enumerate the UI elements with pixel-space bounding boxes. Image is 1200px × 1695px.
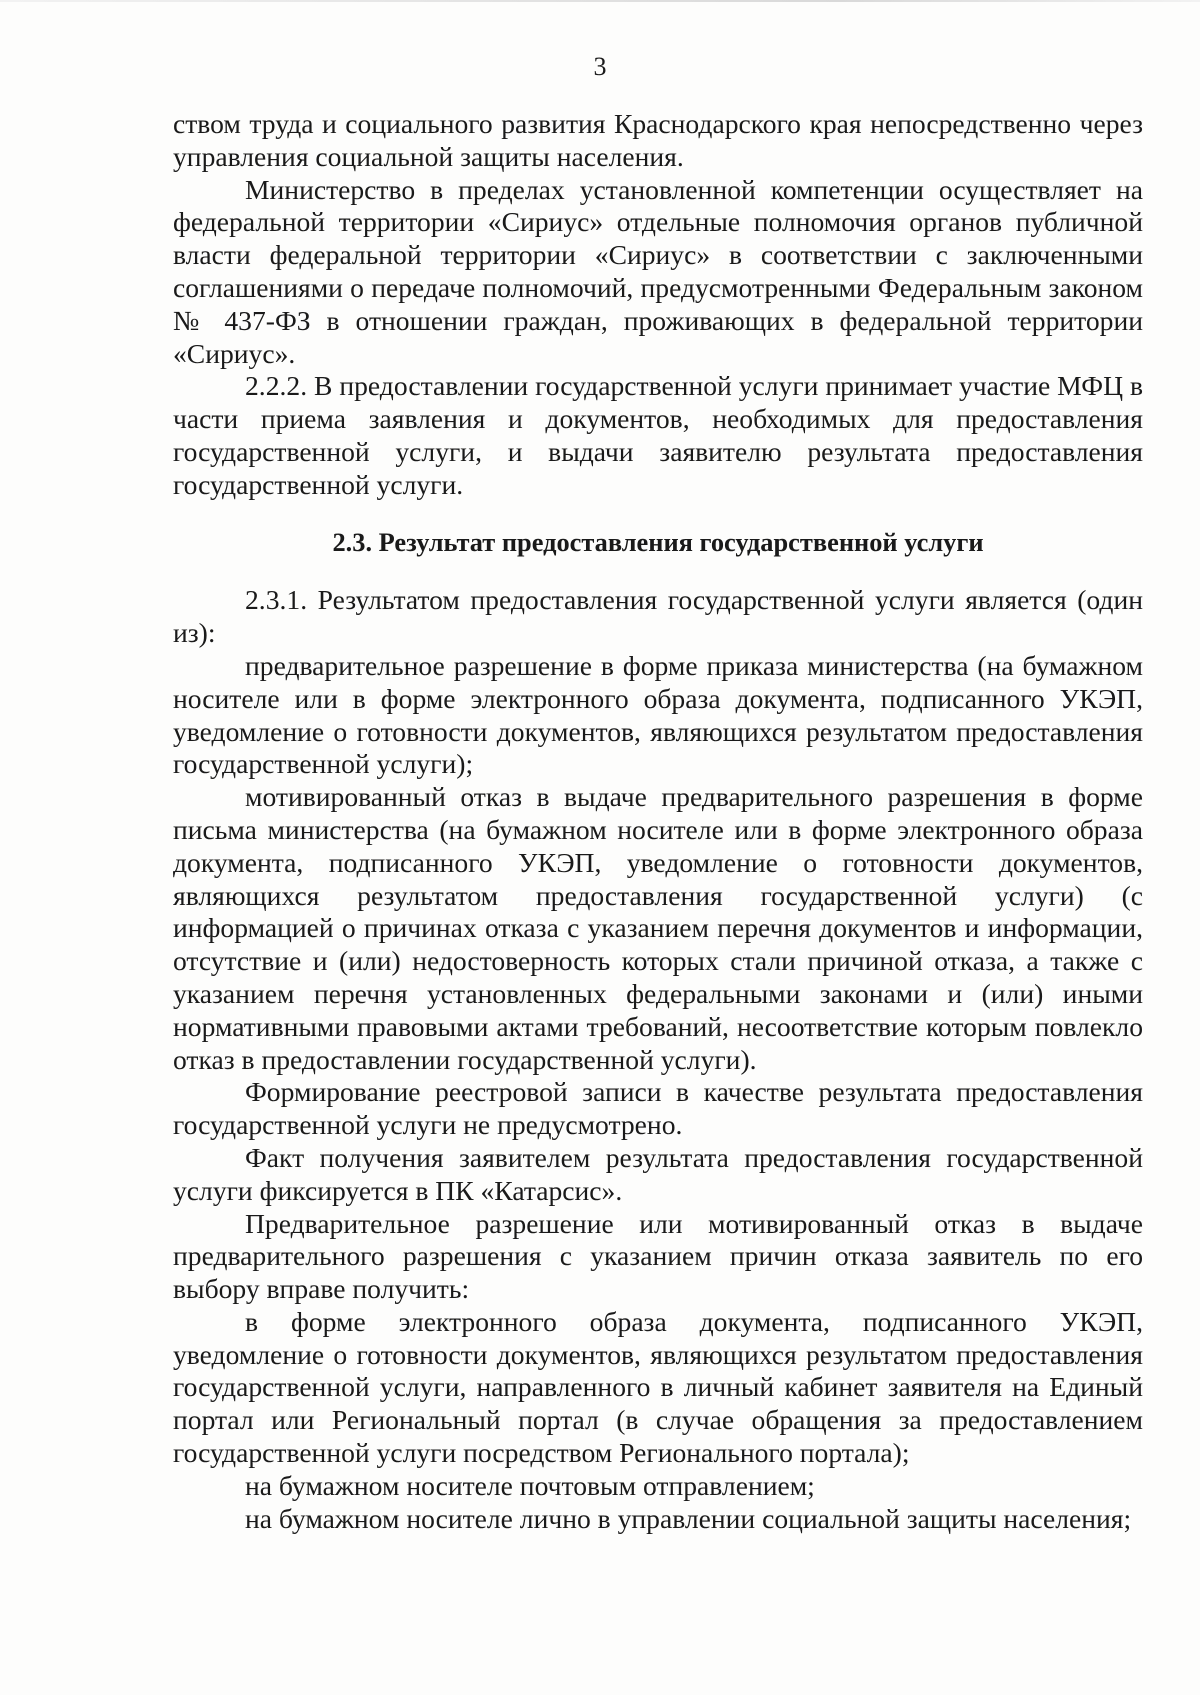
scan-edge (0, 0, 1200, 2)
paragraph-2-3-1: 2.3.1. Результатом предоставления государственной услуги является (один из): (173, 584, 1143, 649)
paragraph-postal: на бумажном носителе почтовым отправлением; (245, 1469, 815, 1501)
paragraph-katarsis: Факт получения заявителем результата предоставления государственной услуги фиксируется в ПК «Катарсис». (173, 1141, 1143, 1206)
paragraph-ministry-sirius: Министерство в пределах установленной компетенции осуществляет на федеральной территории «Сириус» отдельные полномочия органов публичной власти федеральной территории «Сириус» в соответствии с заключенными соглашениями о передаче полномочий, предусмотренными Федеральным законом № 437-ФЗ в отношении граждан, проживающих в федеральной территории «Сириус». (173, 173, 1143, 369)
document-body (173, 108, 1143, 1535)
paragraph-preliminary-permit: предварительное разрешение в форме приказа министерства (на бумажном носителе или в форме электронного образа документа, подписанного УКЭП, уведомление о готовности документов, являющихся результатом предоставления государственной услуги); (173, 649, 1143, 780)
section-heading: 2.3. Результат предоставления государственной услуги (332, 526, 984, 557)
paragraph-receive-options: Предварительное разрешение или мотивированный отказ в выдаче предварительного разрешения с указанием причин отказа заявитель по его выбору вправе получить: (173, 1207, 1143, 1305)
paragraph-electronic-form: в форме электронного образа документа, подписанного УКЭП, уведомление о готовности документов, являющихся результатом предоставления государственной услуги, направленного в личный кабинет заявителя на Единый портал или Региональный портал (в случае обращения за предоставлением государственной услуги посредством Регионального портала); (173, 1305, 1143, 1469)
paragraph-motivated-refusal: мотивированный отказ в выдаче предварительного разрешения в форме письма министерства (на бумажном носителе или в форме электронного образа документа, подписанного УКЭП, уведомление о готовности документов, являющихся результатом предоставления государственной услуги) (с информацией о причинах отказа с указанием перечня документов и информации, отсутствие и (или) недостоверность которых стали причиной отказа, а также с указанием перечня установленных федеральными законами и (или) иными нормативными правовыми актами требований, несоответствие которым повлекло отказ в предоставлении государственной услуги). (173, 781, 1143, 1075)
paragraph-continuation: ством труда и социального развития Краснодарского края непосредственно через управления социальной защиты населения. (173, 108, 1143, 172)
paragraph-in-person: на бумажном носителе лично в управлении социальной защиты населения; (245, 1502, 1132, 1534)
paragraph-registry-record: Формирование реестровой записи в качестве результата предоставления государственной услуги не предусмотрено. (173, 1076, 1143, 1141)
page-number: 3 (593, 52, 607, 81)
paragraph-2-2-2: 2.2.2. В предоставлении государственной услуги принимает участие МФЦ в части приема заявления и документов, необходимых для предоставления государственной услуги, и выдачи заявителю результата предоставления государственной услуги. (173, 370, 1143, 500)
